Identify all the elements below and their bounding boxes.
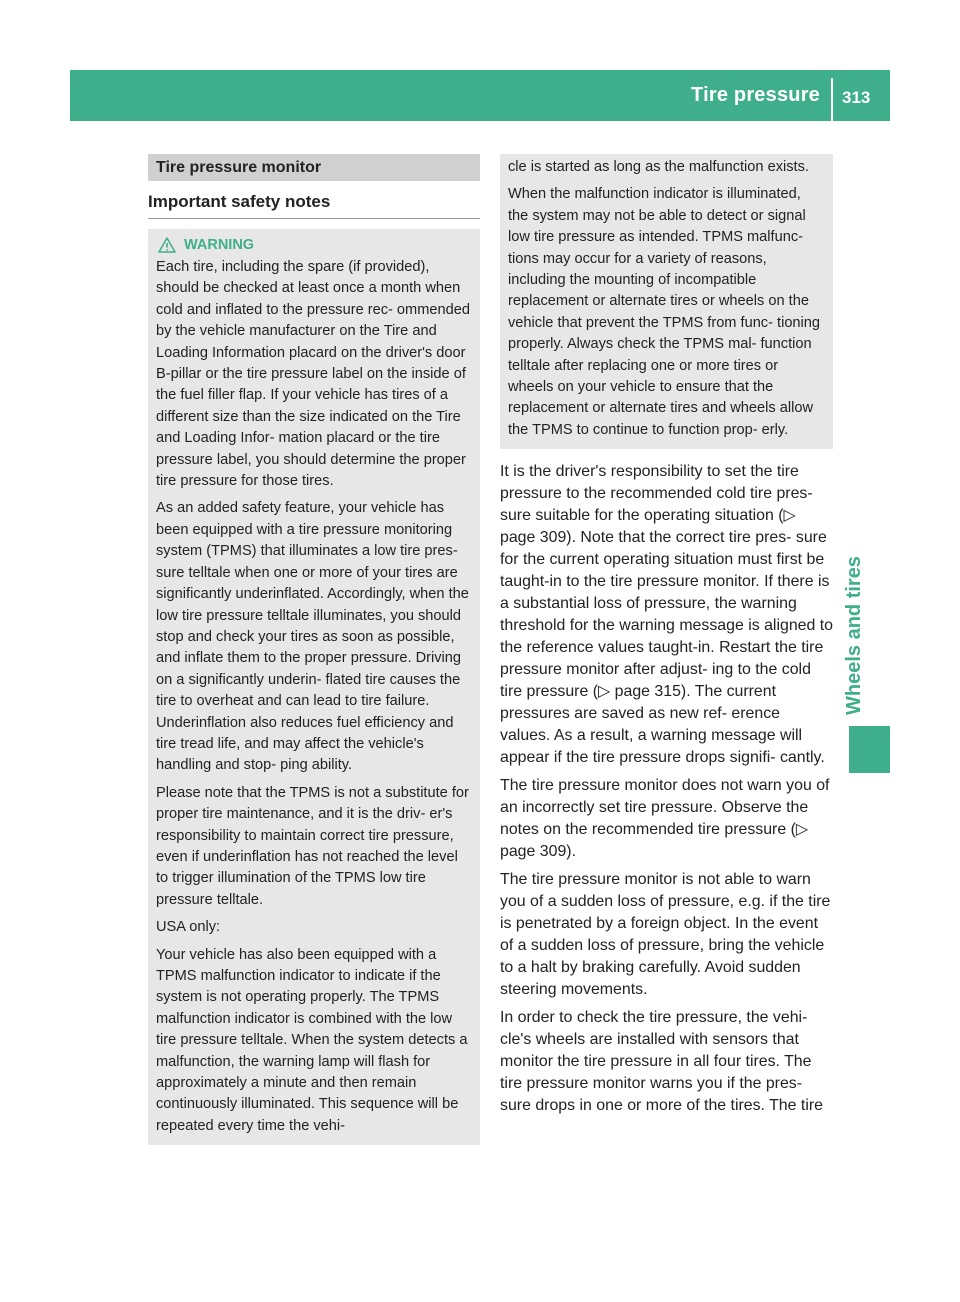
body-paragraph: In order to check the tire pressure, the vehi- cle's wheels are installed with sensors that monitor the tire pressure in all four tires. The tire pressure monitor warns you if the pres- sure drops in one or more of the tires. The tire bbox=[500, 1009, 823, 1115]
body-paragraph: It is the driver's responsibility to set the tire pressure to the recommended cold tire pres- sure suitable for the operating situation (▷ page 309). Note that the correct tire pres- sure for the current operating situation must first be taught-in to the tire pressure monitor. If there is a substantial loss of pressure, the warning threshold for the warning message is aligned to the reference values taught-in. Restart the tire pressure monitor after adjust- ing to the cold tire pressure (▷ page 315). The current pressures are saved as new ref- erence values. As a result, a warning message will appear if the tire pressure drops signifi- cantly. bbox=[500, 463, 834, 767]
warning-paragraph: cle is started as long as the malfunction exists. bbox=[508, 159, 809, 175]
chapter-tab-label: Wheels and tires bbox=[843, 556, 865, 715]
warning-paragraph: As an added safety feature, your vehicle has been equipped with a tire pressure monitoring system (TPMS) that illuminates a low tire pres- sure telltale when one or more of your tires are significantly underinflated. Accordingly, when the low tire pressure telltale illuminates, you should stop and check your tires as soon as possible, and inflate them to the proper pressure. Driving on a significantly underin- flated tire causes the tire to overheat and can lead to tire failure. Underinflation also reduces fuel efficiency and tire tread life, and may affect the vehicle's handling and stop- ping ability. bbox=[156, 500, 469, 774]
warning-box-continued bbox=[500, 154, 833, 449]
warning-box bbox=[148, 229, 480, 1145]
left-column bbox=[148, 154, 480, 1145]
warning-header bbox=[158, 237, 472, 253]
sub-heading: Important safety notes bbox=[148, 192, 480, 219]
warning-paragraph: Each tire, including the spare (if provided), should be checked at least once a month when cold and inflated to the pressure rec- ommended by the vehicle manufacturer on the Tire and Loading Information placard on the driver's door B-pillar or the tire pressure label on the inside of the fuel filler flap. If your vehicle has tires of a different size than the size indicated on the Tire and Loading Infor- mation placard or the tire pressure label, you should determine the proper tire pressure for those tires. bbox=[156, 259, 470, 490]
section-title: Tire pressure monitor bbox=[148, 154, 480, 181]
body-paragraph: The tire pressure monitor does not warn you of an incorrectly set tire pressure. Observe the notes on the recommended tire pressure (▷ page 309). bbox=[500, 777, 830, 861]
body-paragraph: The tire pressure monitor is not able to warn you of a sudden loss of pressure, e.g. if the tire is penetrated by a foreign object. In the event of a sudden loss of pressure, bring the vehicle to a halt by braking carefully. Avoid sudden steering movements. bbox=[500, 871, 831, 999]
chapter-tab-marker bbox=[849, 726, 890, 773]
header-divider bbox=[831, 78, 833, 121]
warning-paragraph: Your vehicle has also been equipped with a TPMS malfunction indicator to indicate if the system is not operating properly. The TPMS malfunction indicator is combined with the low tire pressure telltale. When the system detects a malfunction, the warning lamp will flash for approximately a minute and then remain continuously illuminated. This sequence will be repeated every time the vehi- bbox=[156, 946, 468, 1134]
page-number: 313 bbox=[842, 88, 871, 107]
right-column bbox=[500, 154, 833, 1123]
warning-label: WARNING bbox=[184, 237, 255, 253]
warning-triangle-icon bbox=[158, 237, 176, 253]
warning-paragraph: USA only: bbox=[156, 919, 221, 936]
page-section-title: Tire pressure bbox=[691, 84, 820, 106]
warning-paragraph: When the malfunction indicator is illuminated, the system may not be able to detect or signal low tire pressure as intended. TPMS malfunc- tions may occur for a variety of reasons, including the mounting of incompatible replacement or alternate tires or wheels on the vehicle that prevent the TPMS from func- tioning properly. Always check the TPMS mal- function telltale after replacing one or more tires or wheels on your vehicle to ensure that the replacement or alternate tires and wheels allow the TPMS to continue to function prop- erly. bbox=[508, 186, 821, 438]
warning-paragraph: Please note that the TPMS is not a substitute for proper tire maintenance, and it is the driv- er's responsibility to maintain correct tire pressure, even if underinflation has not reached the level to trigger illumination of the TPMS low tire pressure telltale. bbox=[156, 784, 469, 908]
